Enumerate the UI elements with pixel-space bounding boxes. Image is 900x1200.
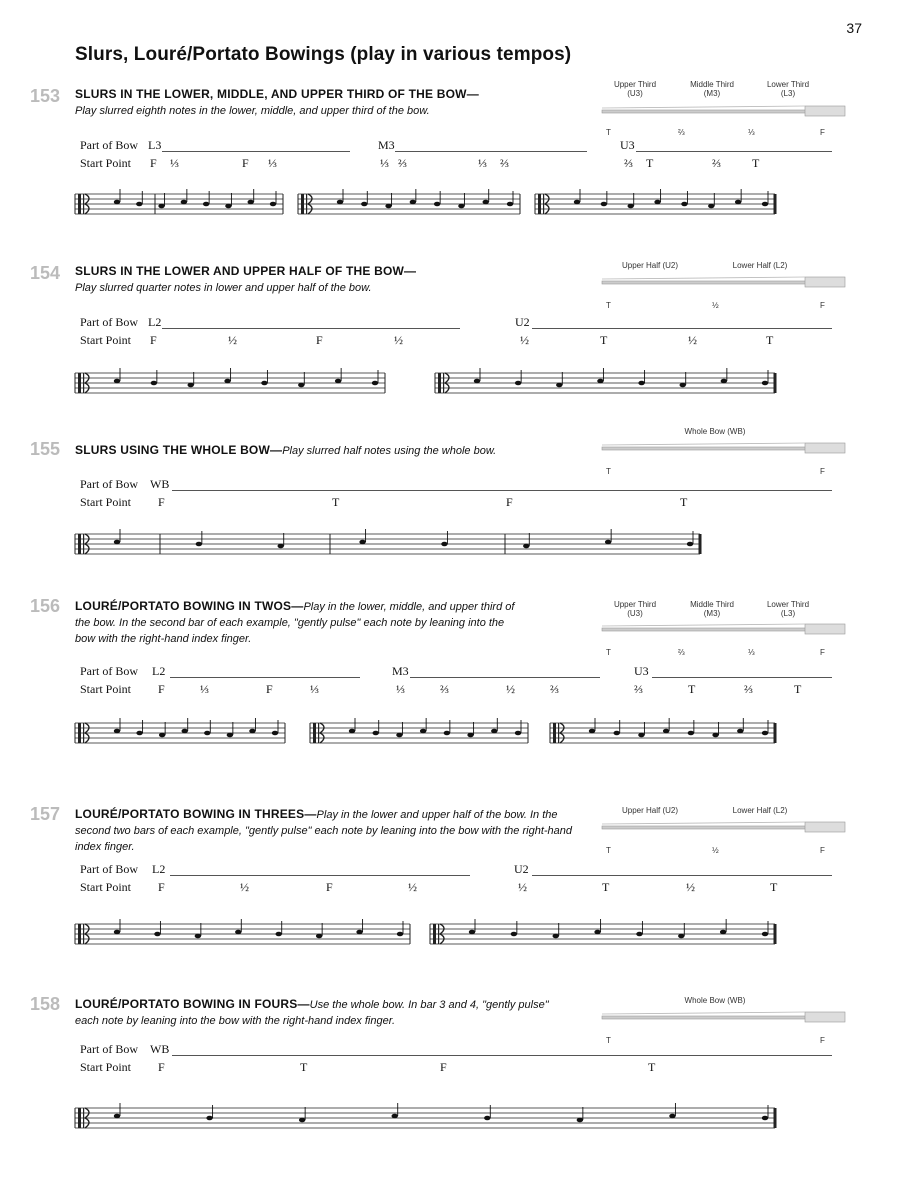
note xyxy=(638,381,644,386)
part-of-bow-value: WB xyxy=(150,477,170,491)
exercise-number: 157 xyxy=(30,804,61,824)
page-number: 37 xyxy=(846,20,862,36)
start-point-value: ⅔ xyxy=(440,682,449,696)
diagram-label: Lower Third (L3) xyxy=(766,80,810,98)
note xyxy=(444,731,450,736)
bow-graphic xyxy=(600,1010,850,1026)
start-point-value: F xyxy=(326,880,333,894)
start-point-value: ½ xyxy=(408,880,417,894)
exercise-description: Use the whole bow. In bar 3 and 4, "gently pulse" each note by leaning into the bow with the right-hand index finger. xyxy=(75,999,549,1027)
exercise-number: 158 xyxy=(30,994,61,1014)
note xyxy=(188,383,194,388)
third-mark: ⅔ xyxy=(678,648,685,657)
note xyxy=(594,930,600,935)
clef-mark xyxy=(78,194,81,214)
diagram-label: Upper Half (U2) xyxy=(621,806,678,815)
clef-mark xyxy=(78,534,81,554)
start-point-value: F xyxy=(506,495,513,509)
frog-mark: F xyxy=(820,648,825,657)
start-point-value: T xyxy=(300,1060,308,1074)
part-of-bow-label: Part of Bow xyxy=(80,138,138,152)
note xyxy=(335,379,341,384)
start-point-value: F xyxy=(316,333,323,347)
note xyxy=(158,204,164,209)
note xyxy=(114,1114,120,1119)
exercise-number: 155 xyxy=(30,439,61,459)
staff xyxy=(75,918,855,968)
start-point-value: T xyxy=(602,880,610,894)
bow-diagram-whole xyxy=(600,994,850,1050)
diagram-label: Upper Third (U3) xyxy=(613,80,657,98)
start-point-value: T xyxy=(648,1060,656,1074)
part-of-bow-label: Part of Bow xyxy=(80,862,138,876)
tip-mark: T xyxy=(606,648,611,657)
note xyxy=(299,1118,305,1123)
exercise-title: LOURÉ/PORTATO BOWING IN THREES xyxy=(75,807,305,821)
title-dash: — xyxy=(297,997,310,1011)
page-title: Slurs, Louré/Portato Bowings (play in various tempos) xyxy=(75,44,572,65)
clef-mark xyxy=(553,723,556,743)
note xyxy=(441,542,447,547)
note xyxy=(337,200,343,205)
staff xyxy=(75,528,855,578)
start-point-value: ⅓ xyxy=(478,156,487,170)
bow-diagram-halves xyxy=(600,800,850,860)
part-of-bow-value: L3 xyxy=(148,138,162,152)
note xyxy=(467,733,473,738)
note xyxy=(601,202,607,207)
note xyxy=(248,200,254,205)
part-of-bow-value: U3 xyxy=(634,664,649,678)
part-of-bow-label: Part of Bow xyxy=(80,315,138,329)
note xyxy=(737,729,743,734)
title-dash: — xyxy=(304,807,317,821)
note xyxy=(270,202,276,207)
bow-graphic xyxy=(600,622,850,638)
note xyxy=(483,200,489,205)
bow-graphic xyxy=(600,275,850,291)
part-of-bow-label: Part of Bow xyxy=(80,1042,138,1056)
bow-diagram-halves xyxy=(600,255,850,315)
note xyxy=(181,200,187,205)
start-point-value: ½ xyxy=(506,682,515,696)
start-point-value: F xyxy=(158,682,165,696)
note xyxy=(654,200,660,205)
note xyxy=(511,932,517,937)
note xyxy=(434,202,440,207)
exercise-title: LOURÉ/PORTATO BOWING IN TWOS xyxy=(75,599,292,613)
exercise-number: 156 xyxy=(30,596,61,616)
note xyxy=(553,934,559,939)
staff xyxy=(75,1102,855,1152)
start-point-value: F xyxy=(158,495,165,509)
note xyxy=(491,729,497,734)
note xyxy=(396,733,402,738)
start-point-value: ½ xyxy=(688,333,697,347)
note xyxy=(469,930,475,935)
note xyxy=(316,934,322,939)
note xyxy=(712,733,718,738)
note xyxy=(278,544,284,549)
start-point-value: ⅔ xyxy=(744,682,753,696)
note xyxy=(151,381,157,386)
staff xyxy=(75,367,855,417)
note xyxy=(261,381,267,386)
start-point-value: ⅔ xyxy=(550,682,559,696)
exercise-title: SLURS IN THE LOWER AND UPPER HALF OF THE BOW xyxy=(75,264,405,278)
start-point-value: ½ xyxy=(394,333,403,347)
frog-mark: F xyxy=(820,467,825,476)
note xyxy=(484,1116,490,1121)
start-point-value: ½ xyxy=(520,333,529,347)
exercise-number: 154 xyxy=(30,263,61,283)
start-point-value: F xyxy=(242,156,249,170)
note xyxy=(458,204,464,209)
third-mark: ⅓ xyxy=(748,128,755,137)
part-of-bow-value: U2 xyxy=(515,315,530,329)
frog-mark: F xyxy=(820,846,825,855)
start-point-value: ⅔ xyxy=(712,156,721,170)
note xyxy=(249,729,255,734)
note xyxy=(206,1116,212,1121)
note xyxy=(397,932,403,937)
exercise-description: Play slurred half notes using the whole bow. xyxy=(282,445,497,457)
tip-mark: T xyxy=(606,846,611,855)
staff xyxy=(75,188,855,238)
diagram-label: Whole Bow (WB) xyxy=(684,996,746,1005)
start-point-value: F xyxy=(150,156,157,170)
part-of-bow-value: M3 xyxy=(378,138,395,152)
start-point-label: Start Point xyxy=(80,1060,132,1074)
tip-mark: T xyxy=(606,1036,611,1045)
bow-graphic xyxy=(600,441,850,457)
part-of-bow-value: L2 xyxy=(148,315,162,329)
note xyxy=(361,202,367,207)
note xyxy=(762,381,768,386)
clef-mark xyxy=(438,373,441,393)
clef-mark xyxy=(78,924,81,944)
exercise-description: Play slurred quarter notes in lower and upper half of the bow. xyxy=(75,282,372,294)
note xyxy=(708,204,714,209)
diagram-label: Upper Half (U2) xyxy=(621,261,678,270)
note xyxy=(114,379,120,384)
start-point-value: ½ xyxy=(240,880,249,894)
note xyxy=(298,383,304,388)
title-dash: — xyxy=(404,264,417,278)
diagram-label: Lower Half (L2) xyxy=(732,806,788,815)
third-mark: ⅔ xyxy=(678,128,685,137)
start-point-value: ½ xyxy=(518,880,527,894)
exercise-description: Play in the lower and upper half of the bow. In the second two bars of each example, "gently pulse" each note by leaning into the bow with the right-hand index finger. xyxy=(75,809,573,853)
note xyxy=(196,542,202,547)
start-point-value: T xyxy=(646,156,654,170)
staff xyxy=(75,717,855,767)
note xyxy=(349,729,355,734)
note xyxy=(224,379,230,384)
start-point-value: T xyxy=(600,333,608,347)
start-point-label: Start Point xyxy=(80,880,132,894)
note xyxy=(762,731,768,736)
note xyxy=(182,729,188,734)
start-point-value: ⅓ xyxy=(380,156,389,170)
note xyxy=(628,204,634,209)
exercise-description: Play slurred eighth notes in the lower, middle, and upper third of the bow. xyxy=(75,105,430,117)
note xyxy=(227,733,233,738)
note xyxy=(225,204,231,209)
exercise-description: Play in the lower, middle, and upper third of the bow. In the second bar of each example, "gently pulse" each note by leaning into the bow with the right-hand index finger. xyxy=(75,601,515,645)
frog-mark: F xyxy=(820,1036,825,1045)
start-point-value: F xyxy=(440,1060,447,1074)
start-point-value: T xyxy=(752,156,760,170)
start-point-value: ⅓ xyxy=(310,682,319,696)
start-point-value: F xyxy=(158,1060,165,1074)
start-point-value: T xyxy=(794,682,802,696)
note xyxy=(762,202,768,207)
exercise-title: SLURS USING THE WHOLE BOW xyxy=(75,443,270,457)
clef-mark xyxy=(538,194,541,214)
title-dash: — xyxy=(466,87,479,101)
note xyxy=(687,542,693,547)
diagram-label: Middle Third (M3) xyxy=(690,600,734,618)
start-point-value: ⅓ xyxy=(200,682,209,696)
note xyxy=(195,934,201,939)
note xyxy=(556,383,562,388)
part-of-bow-value: M3 xyxy=(392,664,409,678)
note xyxy=(235,930,241,935)
start-point-label: Start Point xyxy=(80,333,132,347)
note xyxy=(720,930,726,935)
note xyxy=(680,383,686,388)
note xyxy=(359,540,365,545)
clef-mark xyxy=(301,194,304,214)
part-of-bow-label: Part of Bow xyxy=(80,477,138,491)
bow-graphic xyxy=(600,104,850,120)
start-point-value: F xyxy=(266,682,273,696)
part-of-bow-value: U2 xyxy=(514,862,529,876)
start-point-value: ⅔ xyxy=(624,156,633,170)
note xyxy=(597,379,603,384)
note xyxy=(507,202,513,207)
note xyxy=(276,932,282,937)
note xyxy=(136,731,142,736)
note xyxy=(678,934,684,939)
start-point-value: ⅔ xyxy=(634,682,643,696)
frog-mark: F xyxy=(820,128,825,137)
clef-mark xyxy=(78,373,81,393)
note xyxy=(154,932,160,937)
note xyxy=(385,204,391,209)
start-point-value: ½ xyxy=(228,333,237,347)
note xyxy=(356,930,362,935)
note xyxy=(681,202,687,207)
title-dash: — xyxy=(291,599,304,613)
bow-diagram-thirds xyxy=(600,78,850,138)
third-mark: ⅓ xyxy=(748,648,755,657)
part-of-bow-label: Part of Bow xyxy=(80,664,138,678)
start-point-label: Start Point xyxy=(80,495,132,509)
start-point-value: ⅓ xyxy=(268,156,277,170)
exercise-title: LOURÉ/PORTATO BOWING IN FOURS xyxy=(75,997,298,1011)
half-mark: ½ xyxy=(712,846,719,855)
note xyxy=(614,731,620,736)
tip-mark: T xyxy=(606,301,611,310)
start-point-value: ½ xyxy=(686,880,695,894)
start-point-value: T xyxy=(770,880,778,894)
start-point-label: Start Point xyxy=(80,682,132,696)
note xyxy=(688,731,694,736)
diagram-label: Whole Bow (WB) xyxy=(684,427,746,436)
note xyxy=(474,379,480,384)
note xyxy=(420,729,426,734)
diagram-label: Upper Third (U3) xyxy=(613,600,657,618)
note xyxy=(762,932,768,937)
note xyxy=(114,540,120,545)
note xyxy=(721,379,727,384)
start-point-value: ⅓ xyxy=(170,156,179,170)
note xyxy=(204,731,210,736)
note xyxy=(114,729,120,734)
note xyxy=(515,731,521,736)
note xyxy=(272,731,278,736)
part-of-bow-value: WB xyxy=(150,1042,170,1056)
bow-diagram-whole xyxy=(600,425,850,481)
note xyxy=(605,540,611,545)
clef-mark xyxy=(78,1108,81,1128)
start-point-value: T xyxy=(766,333,774,347)
note xyxy=(410,200,416,205)
start-point-value: ⅔ xyxy=(398,156,407,170)
start-point-value: T xyxy=(680,495,688,509)
note xyxy=(574,200,580,205)
note xyxy=(203,202,209,207)
bow-diagram-thirds xyxy=(600,598,850,658)
bow-graphic xyxy=(600,820,850,836)
note xyxy=(663,729,669,734)
note xyxy=(589,729,595,734)
part-of-bow-value: L2 xyxy=(152,862,166,876)
note xyxy=(735,200,741,205)
part-of-bow-value: U3 xyxy=(620,138,635,152)
frog-mark: F xyxy=(820,301,825,310)
start-point-label: Start Point xyxy=(80,156,132,170)
note xyxy=(114,200,120,205)
exercise-title: SLURS IN THE LOWER, MIDDLE, AND UPPER THIRD OF THE BOW xyxy=(75,87,467,101)
note xyxy=(515,381,521,386)
start-point-value: T xyxy=(688,682,696,696)
diagram-label: Middle Third (M3) xyxy=(690,80,734,98)
tip-mark: T xyxy=(606,467,611,476)
start-point-value: ⅓ xyxy=(396,682,405,696)
note xyxy=(636,932,642,937)
clef-mark xyxy=(78,723,81,743)
note xyxy=(392,1114,398,1119)
tip-mark: T xyxy=(606,128,611,137)
note xyxy=(669,1114,675,1119)
note xyxy=(159,733,165,738)
start-point-value: T xyxy=(332,495,340,509)
start-point-value: F xyxy=(158,880,165,894)
note xyxy=(762,1116,768,1121)
half-mark: ½ xyxy=(712,301,719,310)
note xyxy=(577,1118,583,1123)
title-dash: — xyxy=(270,443,283,457)
note xyxy=(136,202,142,207)
note xyxy=(638,733,644,738)
note xyxy=(523,544,529,549)
start-point-value: ⅔ xyxy=(500,156,509,170)
part-of-bow-value: L2 xyxy=(152,664,166,678)
diagram-label: Lower Third (L3) xyxy=(766,600,810,618)
note xyxy=(373,731,379,736)
clef-mark xyxy=(433,924,436,944)
clef-mark xyxy=(313,723,316,743)
exercise-number: 153 xyxy=(30,86,61,106)
note xyxy=(114,930,120,935)
diagram-label: Lower Half (L2) xyxy=(732,261,788,270)
start-point-value: F xyxy=(150,333,157,347)
note xyxy=(372,381,378,386)
